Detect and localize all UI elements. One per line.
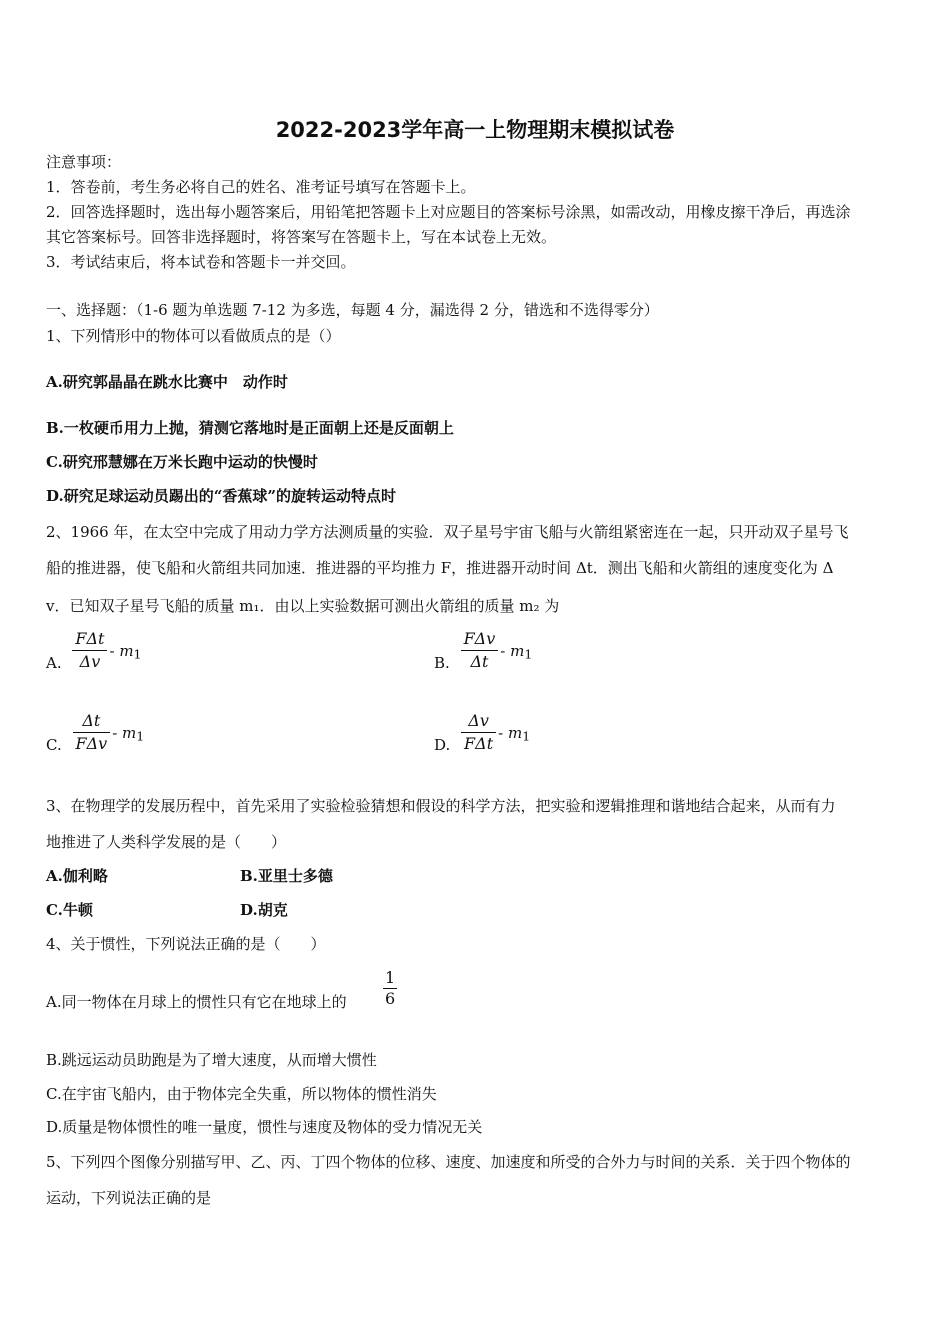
q2-line-1: 2、1966 年，在太空中完成了用动力学方法测质量的实验．双子星号宇宙飞船与火箭组紧密连在一起，只开动双子星号飞 [46, 523, 849, 541]
notice-heading: 注意事项： [46, 153, 122, 171]
q2-option-a: A. $\frac{\text{FΔt}}{\Delta v}$ - $m_1$ [46, 629, 142, 672]
q3-option-c: C.牛顿 [46, 901, 93, 919]
q4-option-c: C.在宇宙飞船内，由于物体完全失重，所以物体的惯性消失 [46, 1085, 437, 1103]
q1-option-b: B.一枚硬币用力上抛，猜测它落地时是正面朝上还是反面朝上 [46, 419, 454, 437]
q2-line-3: v．已知双子星号飞船的质量 m₁．由以上实验数据可测出火箭组的质量 m₂ 为 [46, 597, 560, 615]
q1-option-a: A.研究郭晶晶在跳水比赛中 动作时 [46, 373, 288, 391]
q4-option-b: B.跳远运动员助跑是为了增大速度，从而增大惯性 [46, 1051, 377, 1069]
q2-option-d: D. $\frac{\Delta v}{\text{FΔt}}$ - $m_1$ [434, 711, 531, 754]
q3-line-1: 3、在物理学的发展历程中，首先采用了实验检验猜想和假设的科学方法，把实验和逻辑推理和谐地结合起来，从而有力 [46, 797, 836, 815]
q4-option-a: A.同一物体在月球上的惯性只有它在地球上的 [46, 993, 347, 1011]
q1-option-d: D.研究足球运动员踢出的“香蕉球”的旋转运动特点时 [46, 487, 396, 505]
notice-item-2: 2．回答选择题时，选出每小题答案后，用铅笔把答题卡上对应题目的答案标号涂黑，如需改动，用橡皮擦干净后，再选涂 [46, 203, 851, 221]
q3-line-2: 地推进了人类科学发展的是（ ） [46, 833, 287, 851]
q2-option-b-fraction: $\frac{\text{FΔv}}{\Delta t}$ [461, 628, 499, 673]
section-heading: 一、选择题：（1-6 题为单选题 7-12 为多选，每题 4 分，漏选得 2 分，错选和不选得零分） [46, 301, 659, 319]
q1-stem: 1、下列情形中的物体可以看做质点的是（） [46, 327, 341, 345]
q2-option-a-fraction: $\frac{\text{FΔt}}{\Delta v}$ [72, 628, 107, 673]
q4-stem: 4、关于惯性，下列说法正确的是（ ） [46, 935, 326, 953]
notice-item-1: 1．答卷前，考生务必将自己的姓名、准考证号填写在答题卡上。 [46, 178, 476, 196]
q5-line-2: 运动，下列说法正确的是 [46, 1189, 212, 1207]
q2-option-d-fraction: $\frac{\Delta v}{\text{FΔt}}$ [461, 710, 496, 755]
q4-option-d: D.质量是物体惯性的唯一量度，惯性与速度及物体的受力情况无关 [46, 1118, 483, 1136]
notice-item-3: 3．考试结束后，将本试卷和答题卡一并交回。 [46, 253, 356, 271]
q2-option-c-fraction: $\frac{\Delta t}{\text{FΔv}}$ [73, 710, 111, 755]
q3-option-b: B.亚里士多德 [240, 867, 333, 885]
q2-option-c: C. $\frac{\Delta t}{\text{FΔv}}$ - $m_1$ [46, 711, 145, 754]
q2-option-b: B. $\frac{\text{FΔv}}{\Delta t}$ - $m_1$ [434, 629, 533, 672]
notice-item-2-cont: 其它答案标号。回答非选择题时，将答案写在答题卡上，写在本试卷上无效。 [46, 228, 557, 246]
q3-option-d: D.胡克 [240, 901, 288, 919]
q2-line-2: 船的推进器，使飞船和火箭组共同加速．推进器的平均推力 F，推进器开动时间 Δt．测出飞船和火箭组的速度变化为 Δ [46, 559, 834, 577]
q4-option-a-fraction: $\frac{1}{6}$ [385, 968, 396, 1008]
q1-option-c: C.研究邢慧娜在万米长跑中运动的快慢时 [46, 453, 318, 471]
q5-line-1: 5、下列四个图像分别描写甲、乙、丙、丁四个物体的位移、速度、加速度和所受的合外力与时间的关系．关于四个物体的 [46, 1153, 851, 1171]
q3-option-a: A.伽利略 [46, 867, 108, 885]
exam-title: 2022-2023学年高一上物理期末模拟试卷 [275, 118, 675, 142]
